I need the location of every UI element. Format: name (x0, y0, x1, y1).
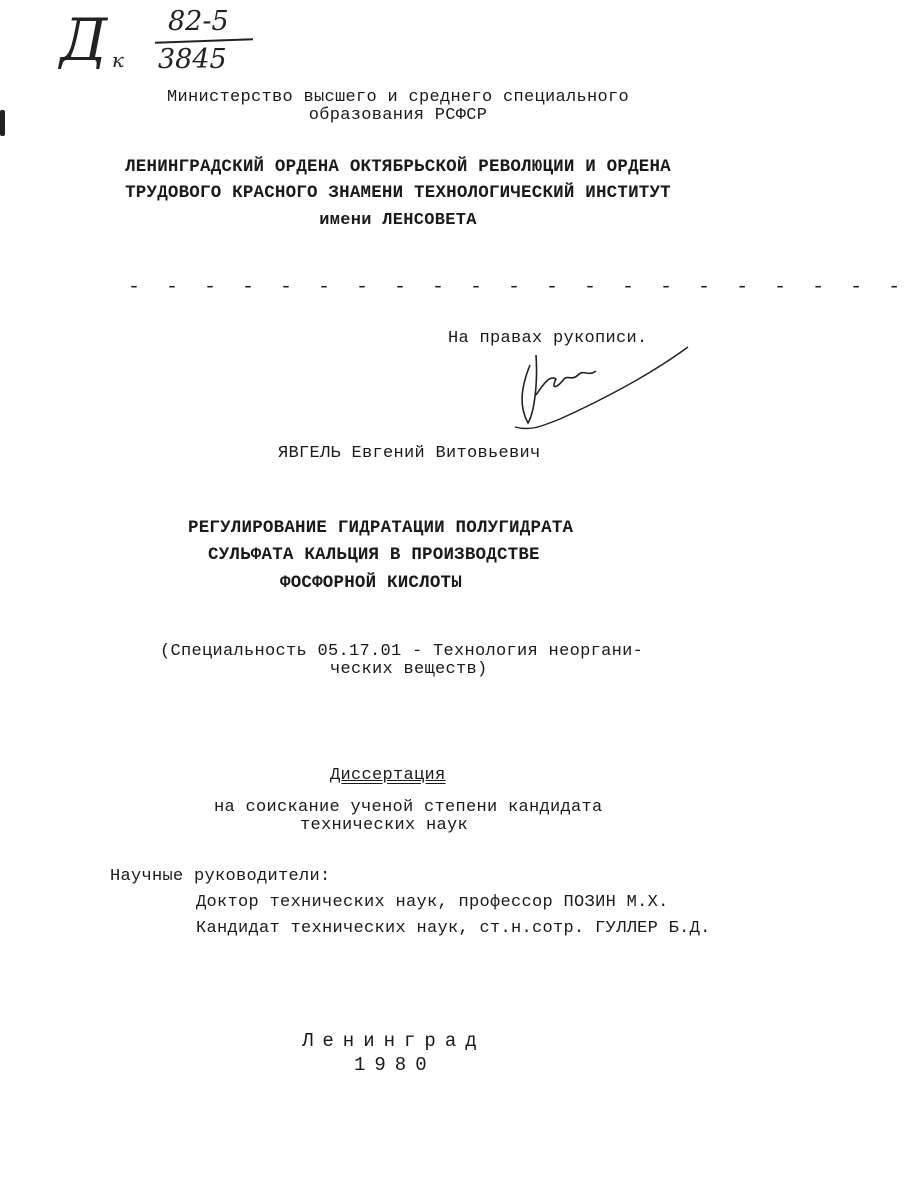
institute-line-1: ЛЕНИНГРАДСКИЙ ОРДЕНА ОКТЯБРЬСКОЙ РЕВОЛЮЦИИ И ОРДЕНА (125, 157, 671, 177)
handwritten-signature (500, 335, 700, 445)
archive-mark-fraction-line (155, 38, 253, 43)
specialty-line-2: ческих веществ) (330, 660, 488, 679)
supervisors-label: Научные руководители: (110, 867, 331, 886)
author-name: ЯВГЕЛЬ Евгений Витовьевич (278, 444, 541, 463)
specialty-line-1: (Специальность 05.17.01 - Технология неоргани- (160, 642, 644, 661)
ministry-line-2: образования РСФСР (308, 106, 488, 125)
dissertation-line-2: технических наук (300, 816, 469, 835)
title-line-2: СУЛЬФАТА КАЛЬЦИЯ В ПРОИЗВОДСТВЕ (208, 545, 540, 565)
ministry-line-1: Министерство высшего и среднего специального (166, 88, 630, 107)
year: 1980 (354, 1054, 436, 1076)
supervisor-1: Доктор технических наук, профессор ПОЗИН М.Х. (196, 893, 669, 912)
institute-line-3: имени ЛЕНСОВЕТА (319, 211, 477, 230)
rights-note: На правах рукописи. (448, 329, 648, 348)
title-line-3: ФОСФОРНОЙ КИСЛОТЫ (280, 573, 462, 593)
institute-line-2: ТРУДОВОГО КРАСНОГО ЗНАМЕНИ ТЕХНОЛОГИЧЕСКИЙ ИНСТИТУТ (125, 183, 671, 203)
separator-dashes: - - - - - - - - - - - - - - - - - - - - - (128, 276, 907, 299)
archive-mark-numerator: 82-5 (168, 6, 229, 37)
city: Ленинград (302, 1030, 486, 1052)
archive-mark-letter: Д (60, 6, 108, 74)
archive-mark-denominator: 3845 (158, 44, 227, 75)
dissertation-line-1: на соискание ученой степени кандидата (214, 798, 603, 817)
dissertation-heading: Диссертация (330, 766, 446, 785)
supervisor-2: Кандидат технических наук, ст.н.сотр. ГУЛЛЕР Б.Д. (196, 919, 711, 938)
title-line-1: РЕГУЛИРОВАНИЕ ГИДРАТАЦИИ ПОЛУГИДРАТА (188, 518, 574, 538)
archive-mark-sub: к (112, 48, 124, 72)
